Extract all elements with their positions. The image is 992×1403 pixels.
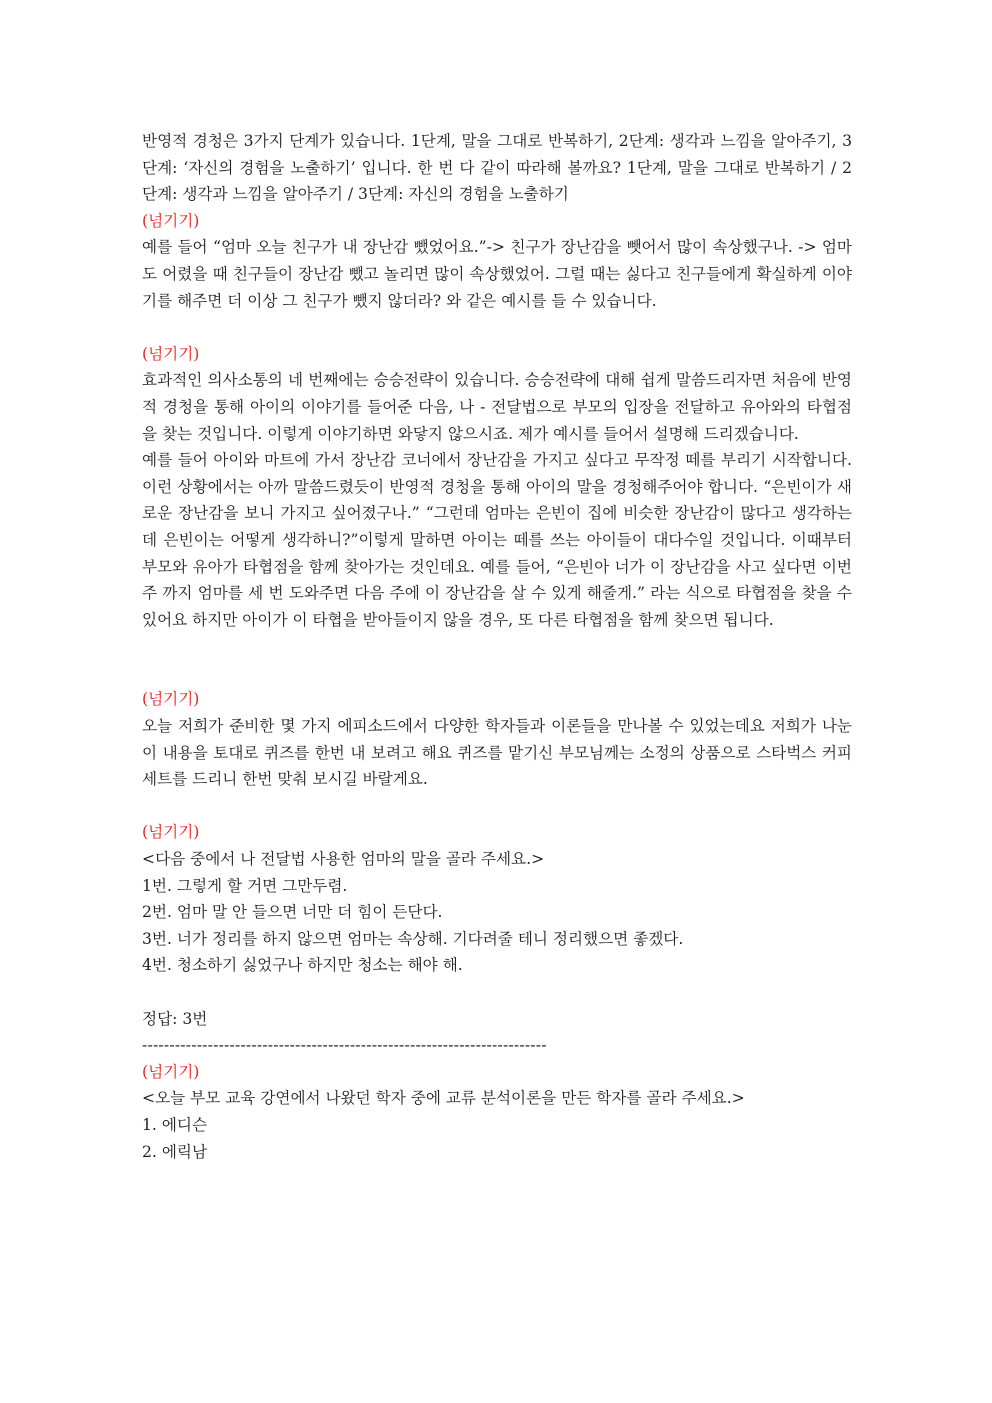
paragraph-win-win-example: 예를 들어 아이와 마트에 가서 장난감 코너에서 장난감을 가지고 싶다고 무작정 떼를 부리기 시작합니다. 이런 상황에서는 아까 말씀드렸듯이 반영적 경청을 통해 아이의 말을 경청해주어야 합니다. “은빈이가 새로운 장난감을 보니 가지고 싶어졌구나.” “그런데 엄마는 은빈이 집에 비슷한 장난감이 많다고 생각하는데 은빈이는 어떻게 생각하니?”이렇게 말하면 아이는 떼를 쓰는 아이들이 대다수일 것입니다. 이때부터 부모와 유아가 타협점을 함께 찾아가는 것인데요. 예를 들어, “은빈아 너가 이 장난감을 사고 싶다면 이번주 까지 엄마를 세 번 도와주면 다음 주에 이 장난감을 살 수 있게 해줄게.” 라는 식으로 타협점을 찾을 수 있어요 하지만 아이가 이 타협을 받아들이지 않을 경우, 또 다른 타협점을 함께 찾으면 됩니다. [142,451,852,629]
skip-marker: (넘기기) [142,1062,200,1081]
quiz-2-option-1: 1. 에디슨 [142,1115,208,1134]
spacer [142,793,852,820]
spacer [142,979,852,1006]
paragraph-quiz-intro: 오늘 저희가 준비한 몇 가지 에피소드에서 다양한 학자들과 이론들을 만나볼 수 있었는데요 저희가 나눈 이 내용을 토대로 퀴즈를 한번 내 보려고 해요 퀴즈를 맡기신 부모님께는 소정의 상품으로 스타벅스 커피세트를 드리니 한번 맞춰 보시길 바랄게요. [142,717,852,789]
quiz-question-2: <오늘 부모 교육 강연에서 나왔던 학자 중에 교류 분석이론을 만든 학자를 골라 주세요.> [142,1089,745,1108]
spacer [142,633,852,686]
quiz-1-option-4: 4번. 청소하기 싫었구나 하지만 청소는 해야 해. [142,956,463,975]
paragraph-reflective-listening-steps: 반영적 경청은 3가지 단계가 있습니다. 1단계, 말을 그대로 반복하기, 2단계: 생각과 느낌을 알아주기, 3단계: ‘자신의 경험을 노출하기’ 입니다. 한 번 다 같이 따라해 볼까요? 1단계, 말을 그대로 반복하기 / 2단계: 생각과 느낌을 알아주기 / 3단계: 자신의 경험을 노출하기 [142,132,852,204]
document-page [142,128,852,1165]
quiz-1-option-2: 2번. 엄마 말 안 들으면 너만 더 힘이 든단다. [142,903,443,922]
quiz-question-1: <다음 중에서 나 전달법 사용한 엄마의 말을 골라 주세요.> [142,850,545,869]
quiz-1-option-3: 3번. 너가 정리를 하지 않으면 엄마는 속상해. 기다려줄 테니 정리했으면 좋겠다. [142,929,684,948]
quiz-1-answer: 정답: 3번 [142,1009,208,1028]
skip-marker: (넘기기) [142,690,200,709]
spacer [142,314,852,341]
dashed-divider: -------------------------------------------------------------------------- [142,1036,547,1055]
skip-marker: (넘기기) [142,344,200,363]
paragraph-reflective-listening-example: 예를 들어 “엄마 오늘 친구가 내 장난감 뺐었어요.”-> 친구가 장난감을 뺏어서 많이 속상했구나. -> 엄마도 어렸을 때 친구들이 장난감 뺐고 놀리면 많이 속상했었어. 그럴 때는 싫다고 친구들에게 확실하게 이야기를 해주면 더 이상 그 친구가 뺐지 않더라? 와 같은 예시를 들 수 있습니다. [142,238,852,310]
paragraph-win-win-strategy: 효과적인 의사소통의 네 번째에는 승승전략이 있습니다. 승승전략에 대해 쉽게 말씀드리자면 처음에 반영적 경청을 통해 아이의 이야기를 들어준 다음, 나 - 전달법으로 부모의 입장을 전달하고 유아와의 타협점을 찾는 것입니다. 이렇게 이야기하면 와닿지 않으시죠. 제가 예시를 들어서 설명해 드리겠습니다. [142,371,852,443]
skip-marker: (넘기기) [142,211,200,230]
skip-marker: (넘기기) [142,823,200,842]
quiz-1-option-1: 1번. 그렇게 할 거면 그만두렴. [142,876,348,895]
quiz-2-option-2: 2. 에릭남 [142,1142,208,1161]
